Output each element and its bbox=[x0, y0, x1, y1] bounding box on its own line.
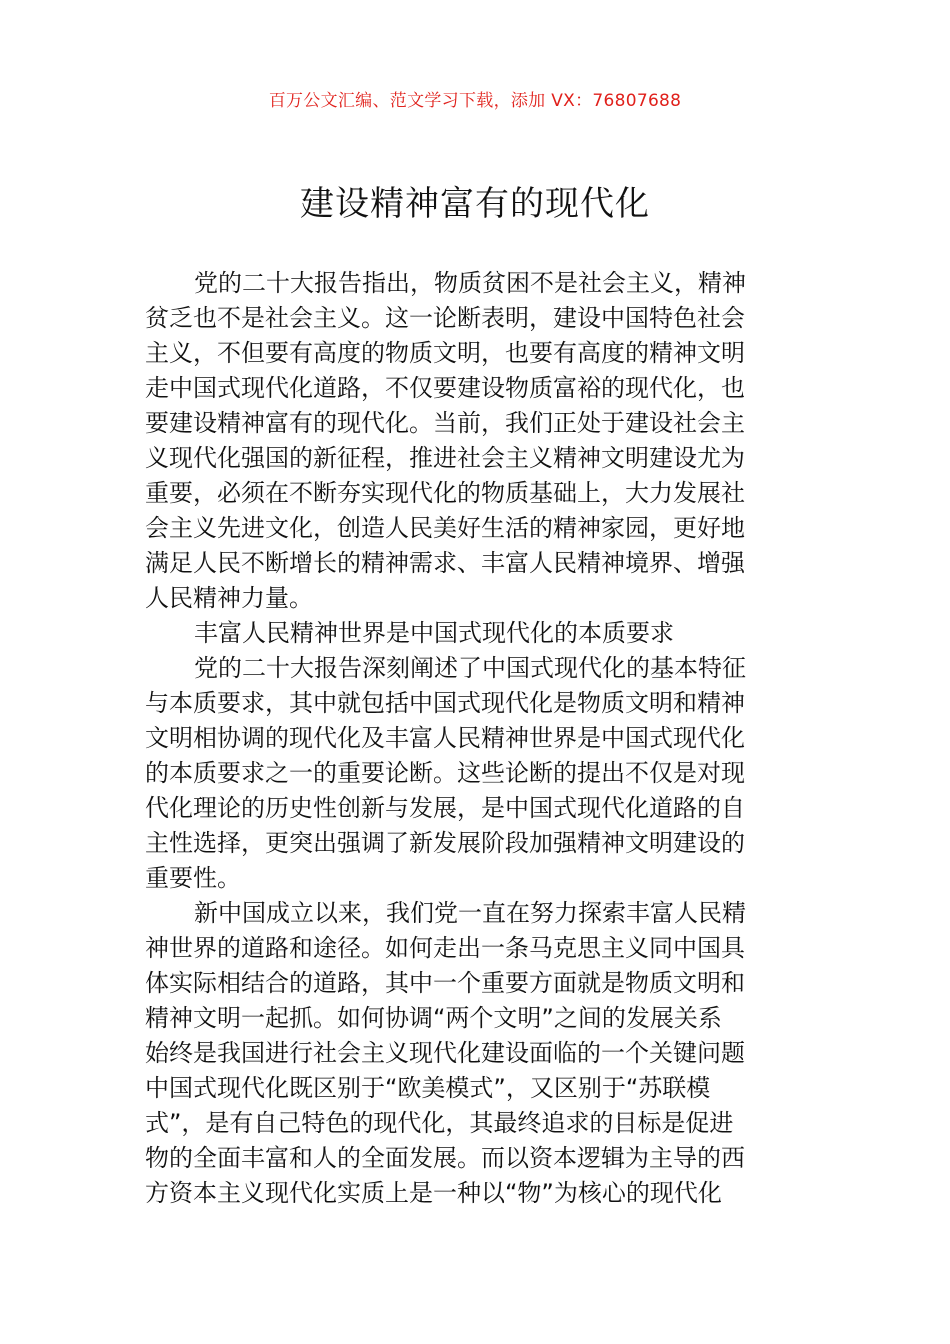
text-line: 主义，不但要有高度的物质文明，也要有高度的精神文明 bbox=[145, 339, 745, 367]
text-line: 文明相协调的现代化及丰富人民精神世界是中国式现代化 bbox=[145, 724, 745, 752]
text-line: 党的二十大报告指出，物质贫困不是社会主义，精神 bbox=[194, 269, 746, 297]
text-line: 神世界的道路和途径。如何走出一条马克思主义同中国具 bbox=[145, 934, 745, 962]
document-title: 建设精神富有的现代化 bbox=[300, 184, 650, 224]
text-line: 与本质要求，其中就包括中国式现代化是物质文明和精神 bbox=[145, 689, 745, 717]
text-line: 义现代化强国的新征程，推进社会主义精神文明建设尤为 bbox=[145, 444, 745, 472]
text-line: 精神文明一起抓。如何协调“两个文明”之间的发展关系 bbox=[145, 1004, 722, 1032]
text-line: 式”，是有自己特色的现代化，其最终追求的目标是促进 bbox=[145, 1109, 734, 1137]
text-line: 新中国成立以来，我们党一直在努力探索丰富人民精 bbox=[194, 899, 746, 927]
text-line: 要建设精神富有的现代化。当前，我们正处于建设社会主 bbox=[145, 409, 745, 437]
text-line: 满足人民不断增长的精神需求、丰富人民精神境界、增强 bbox=[145, 549, 745, 577]
text-line: 主性选择，更突出强调了新发展阶段加强精神文明建设的 bbox=[145, 829, 745, 857]
text-line: 的本质要求之一的重要论断。这些论断的提出不仅是对现 bbox=[145, 759, 745, 787]
header-note: 百万公文汇编、范文学习下载，添加 VX：76807688 bbox=[268, 91, 682, 111]
text-line: 会主义先进文化，创造人民美好生活的精神家园，更好地 bbox=[145, 514, 745, 542]
text-line: 重要性。 bbox=[145, 864, 241, 892]
text-line: 党的二十大报告深刻阐述了中国式现代化的基本特征 bbox=[194, 654, 746, 682]
text-line: 贫乏也不是社会主义。这一论断表明，建设中国特色社会 bbox=[145, 304, 745, 332]
text-line: 物的全面丰富和人的全面发展。而以资本逻辑为主导的西 bbox=[145, 1144, 745, 1172]
body-text bbox=[145, 266, 807, 1211]
text-line: 走中国式现代化道路，不仅要建设物质富裕的现代化，也 bbox=[145, 374, 745, 402]
text-line: 始终是我国进行社会主义现代化建设面临的一个关键问题 bbox=[145, 1039, 745, 1067]
text-line: 重要，必须在不断夯实现代化的物质基础上，大力发展社 bbox=[145, 479, 745, 507]
text-line: 代化理论的历史性创新与发展，是中国式现代化道路的自 bbox=[145, 794, 745, 822]
text-line: 体实际相结合的道路，其中一个重要方面就是物质文明和 bbox=[145, 969, 745, 997]
text-line: 人民精神力量。 bbox=[145, 584, 313, 612]
section-heading: 丰富人民精神世界是中国式现代化的本质要求 bbox=[194, 619, 674, 647]
text-line: 中国式现代化既区别于“欧美模式”，又区别于“苏联模 bbox=[145, 1074, 711, 1102]
text-line: 方资本主义现代化实质上是一种以“物”为核心的现代化 bbox=[145, 1179, 722, 1207]
